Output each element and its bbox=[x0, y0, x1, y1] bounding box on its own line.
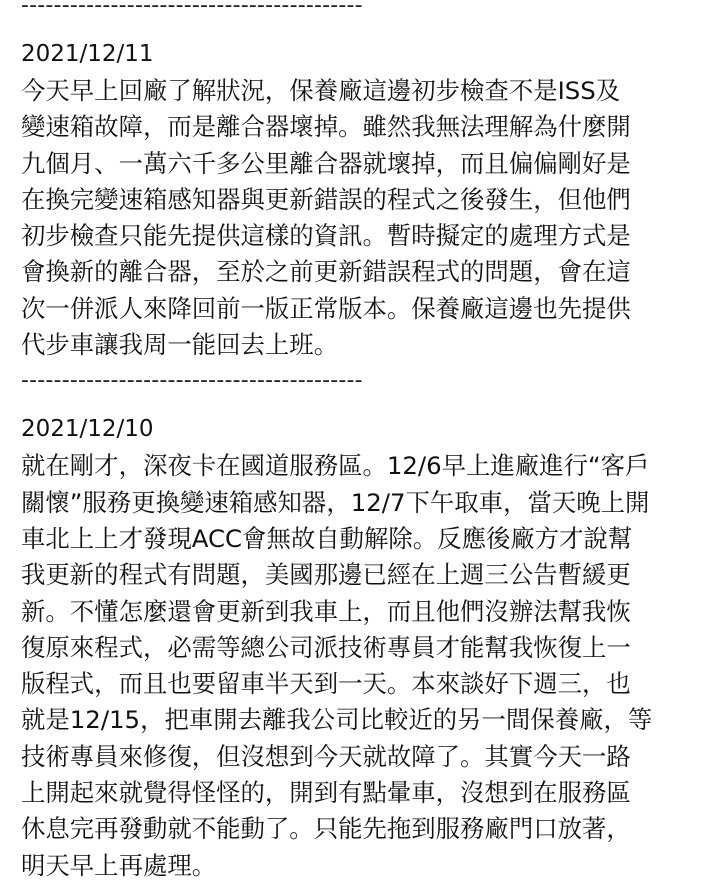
divider-middle: ------------------------------------------ bbox=[21, 368, 363, 394]
text-line: 就是12/15，把車開去離我公司比較近的另一間保養廠，等 bbox=[21, 705, 653, 735]
text-line: 新。不懂怎麼還會更新到我車上，而且他們沒辦法幫我恢 bbox=[21, 596, 631, 626]
text-line: 代步車讓我周一能回去上班。 bbox=[21, 330, 339, 360]
text-line: 就在剛才，深夜卡在國道服務區。12/6早上進廠進行“客戶 bbox=[21, 451, 650, 481]
text-line: 明天早上再處理。 bbox=[21, 850, 217, 880]
text-line: 技術專員來修復，但沒想到今天就故障了。其實今天一路 bbox=[21, 741, 631, 771]
text-line: 我更新的程式有問題，美國那邊已經在上週三公告暫緩更 bbox=[21, 560, 631, 590]
text-line: 變速箱故障，而是離合器壞掉。雖然我無法理解為什麼開 bbox=[21, 112, 631, 142]
text-line: 今天早上回廠了解狀況，保養廠這邊初步檢查不是ISS及 bbox=[21, 76, 621, 105]
entry-date: 2021/12/11 bbox=[21, 41, 154, 67]
entry-2021-12-11 bbox=[21, 36, 701, 363]
text-line: 關懷”服務更換變速箱感知器，12/7下午取車，當天晚上開 bbox=[21, 487, 650, 517]
text-line: 休息完再發動就不能動了。只能先拖到服務廠門口放著， bbox=[21, 814, 631, 844]
text-line: 上開起來就覺得怪怪的，開到有點暈車，沒想到在服務區 bbox=[21, 778, 631, 808]
text-line: 復原來程式，必需等總公司派技術專員才能幫我恢復上一 bbox=[21, 632, 631, 662]
text-line: 在換完變速箱感知器與更新錯誤的程式之後發生，但他們 bbox=[21, 184, 631, 214]
entry-body bbox=[21, 448, 701, 884]
text-line: 次一併派人來降回前一版正常版本。保養廠這邊也先提供 bbox=[21, 293, 631, 323]
text-line: 會換新的離合器，至於之前更新錯誤程式的問題，會在這 bbox=[21, 257, 631, 287]
post-content bbox=[21, 0, 701, 884]
text-line: 版程式，而且也要留車半天到一天。本來談好下週三，也 bbox=[21, 669, 631, 699]
entry-2021-12-10 bbox=[21, 411, 701, 884]
text-line: 車北上上才發現ACC會無故自動解除。反應後廠方才說幫 bbox=[21, 523, 633, 553]
text-line: 九個月、一萬六千多公里離合器就壞掉，而且偏偏剛好是 bbox=[21, 148, 631, 178]
entry-body bbox=[21, 73, 701, 363]
divider-top: ------------------------------------------ bbox=[21, 0, 363, 18]
text-line: 初步檢查只能先提供這樣的資訊。暫時擬定的處理方式是 bbox=[21, 221, 631, 251]
entry-date: 2021/12/10 bbox=[21, 416, 154, 443]
